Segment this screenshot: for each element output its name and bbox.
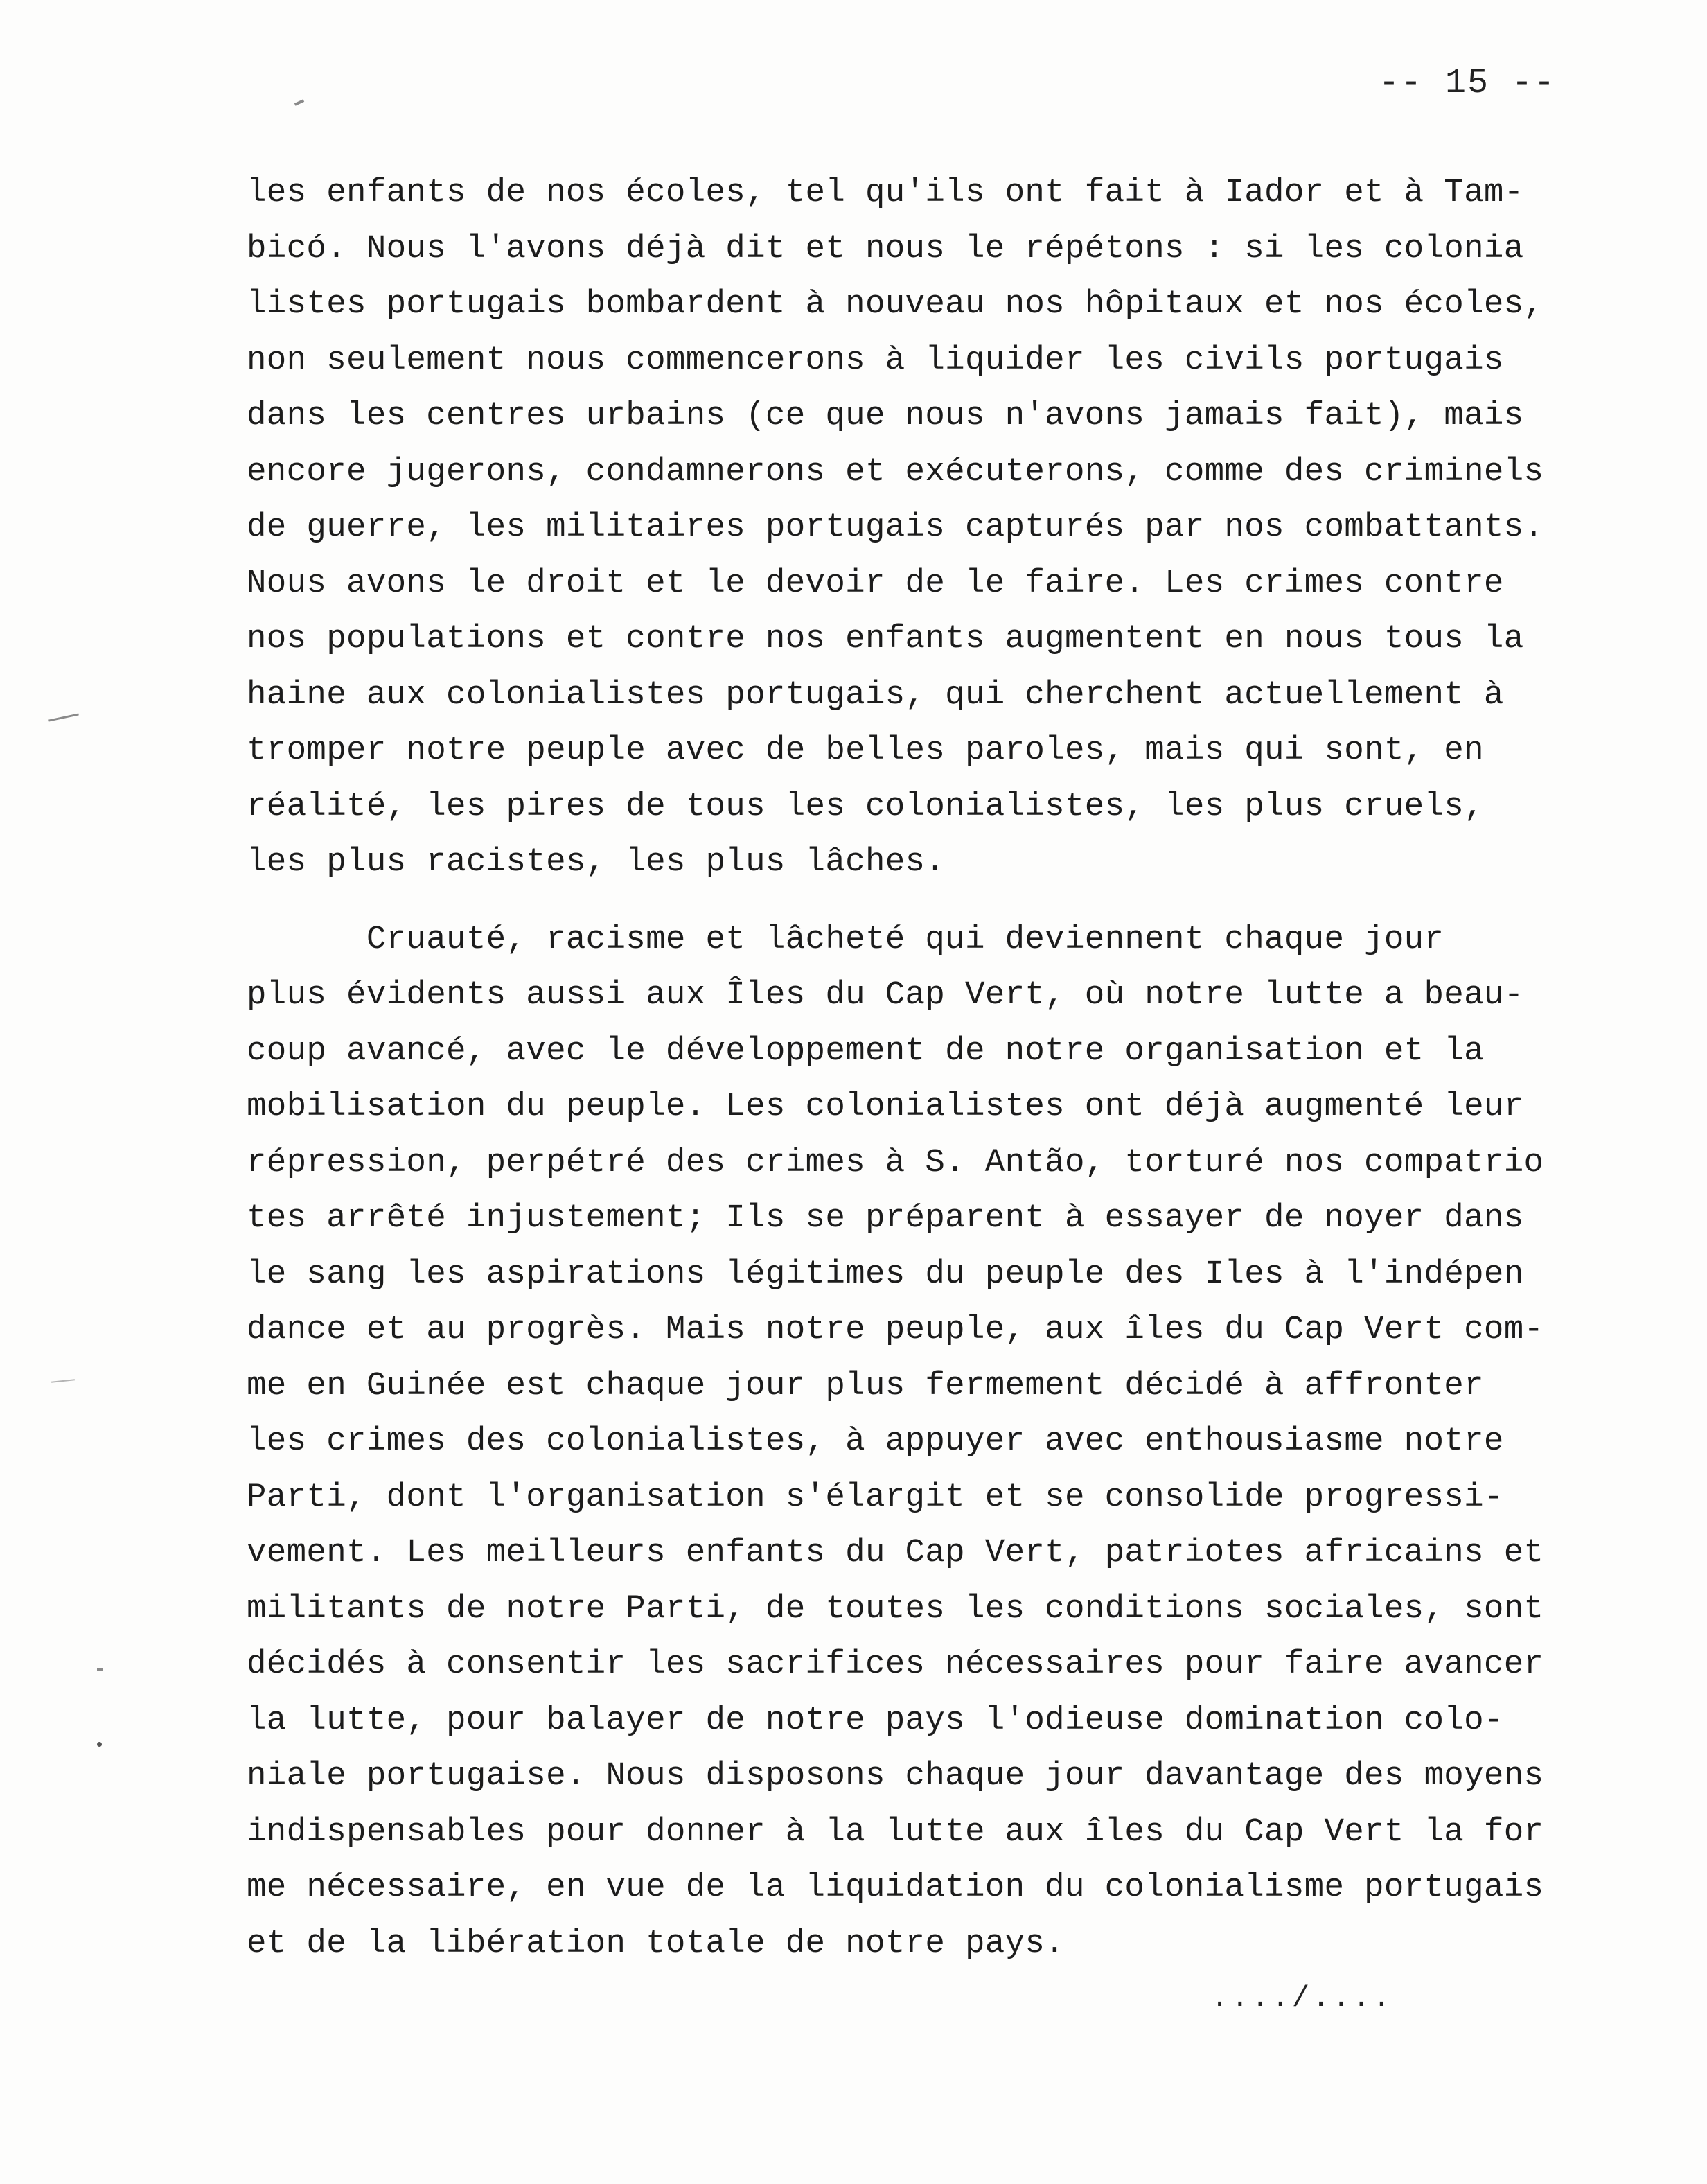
scan-speck [51,1379,75,1383]
scan-speck [97,1668,103,1671]
text-line: mobilisation du peuple. Les colonialistes ont déjà augmenté leur [247,1088,1524,1125]
text-line: nos populations et contre nos enfants augmentent en nous tous la [247,620,1524,658]
scan-speck [294,99,304,106]
text-line: de guerre, les militaires portugais capturés par nos combattants. [247,509,1544,546]
text-line: les plus racistes, les plus lâches. [247,843,946,881]
text-line: tromper notre peuple avec de belles paroles, mais qui sont, en [247,732,1484,769]
text-line: bicó. Nous l'avons déjà dit et nous le répétons : si les colonia [247,229,1524,267]
text-line: les crimes des colonialistes, à appuyer avec enthousiasme notre [247,1423,1504,1460]
scan-speck [97,1742,102,1747]
text-line: réalité, les pires de tous les colonialistes, les plus cruels, [247,787,1484,825]
text-line: haine aux colonialistes portugais, qui cherchent actuellement à [247,676,1504,714]
text-line: Nous avons le droit et le devoir de le faire. Les crimes contre [247,564,1504,602]
text-line: la lutte, pour balayer de notre pays l'odieuse domination colo- [247,1701,1504,1739]
text-line: les enfants de nos écoles, tel qu'ils ont fait à Iador et à Tam- [247,174,1524,211]
text-line: me en Guinée est chaque jour plus fermement décidé à affronter [247,1366,1484,1404]
text-line: me nécessaire, en vue de la liquidation du colonialisme portugais [247,1869,1544,1906]
text-line: dance et au progrès. Mais notre peuple, aux îles du Cap Vert com- [247,1311,1544,1348]
text-line: niale portugaise. Nous disposons chaque jour davantage des moyens [247,1757,1544,1795]
text-line: encore jugerons, condamnerons et exécuterons, comme des criminels [247,452,1544,491]
text-line: Cruauté, racisme et lâcheté qui deviennent chaque jour [247,920,1444,958]
text-line: et de la libération totale de notre pays. [247,1924,1065,1962]
text-line: militants de notre Parti, de toutes les conditions sociales, sont [247,1589,1544,1628]
scan-speck [48,713,79,721]
text-line: le sang les aspirations légitimes du peuple des Iles à l'indépen [247,1255,1524,1293]
page-number: -- 15 -- [1379,64,1557,103]
text-line: indispensables pour donner à la lutte aux îles du Cap Vert la for [247,1813,1544,1851]
paragraph-2 [247,912,1584,1972]
text-line: non seulement nous commencerons à liquider les civils portugais [247,341,1504,379]
text-line: plus évidents aussi aux Îles du Cap Vert, où notre lutte a beau- [247,976,1524,1014]
text-line: tes arrêté injustement; Ils se préparent à essayer de noyer dans [247,1199,1524,1237]
text-line: décidés à consentir les sacrifices nécessaires pour faire avancer [247,1646,1544,1683]
text-line: dans les centres urbains (ce que nous n'avons jamais fait), mais [247,397,1524,434]
text-line: coup avancé, avec le développement de notre organisation et la [247,1032,1484,1070]
continuation-mark: ..../.... [1211,1982,1393,2015]
paragraph-spacer [247,890,1584,912]
body-text [247,165,1584,1971]
paragraph-1 [247,165,1584,890]
text-line: listes portugais bombardent à nouveau nos hôpitaux et nos écoles, [247,285,1544,323]
text-line: répression, perpétré des crimes à S. Antão, torturé nos compatrio [247,1143,1544,1181]
text-line: vement. Les meilleurs enfants du Cap Vert, patriotes africains et [247,1534,1544,1571]
text-line: Parti, dont l'organisation s'élargit et se consolide progressi- [247,1478,1504,1516]
